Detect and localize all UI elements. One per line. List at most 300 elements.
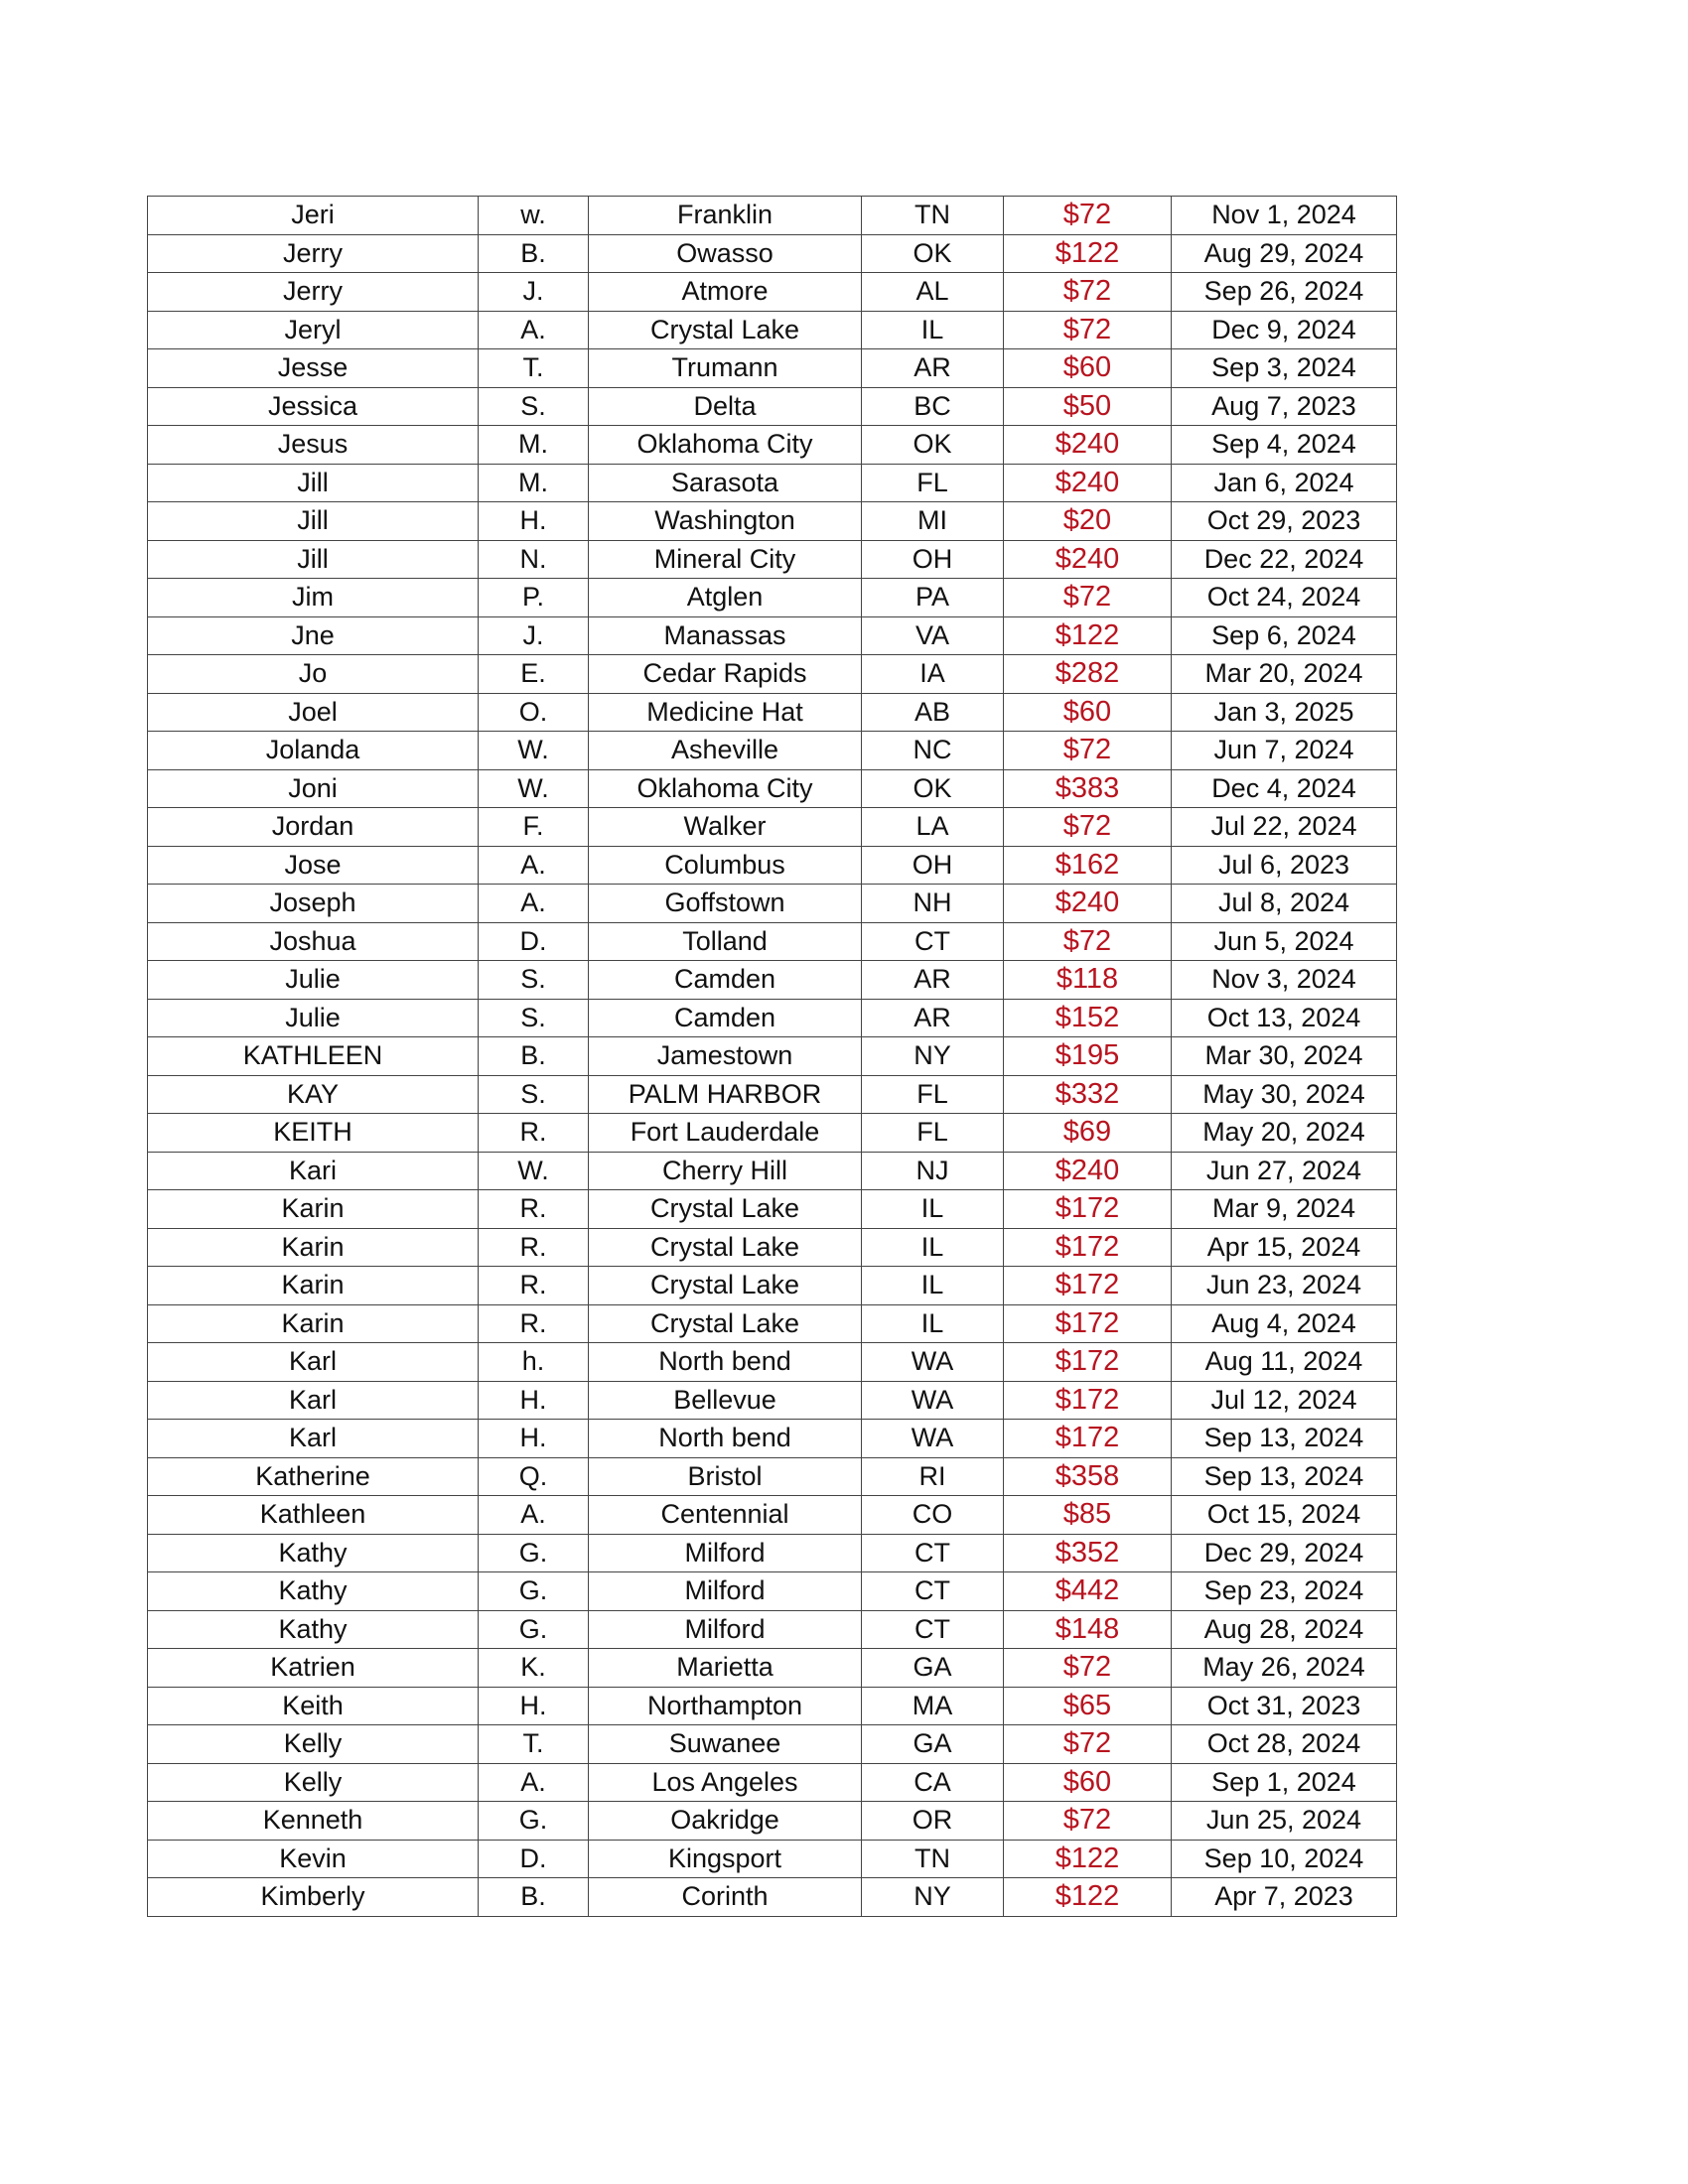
date-cell: Oct 31, 2023 xyxy=(1172,1687,1397,1725)
initial-cell: P. xyxy=(479,579,589,617)
table-row xyxy=(148,273,1397,312)
first-name-cell: Jo xyxy=(148,655,479,694)
amount-cell: $72 xyxy=(1004,273,1172,312)
date-cell: Jan 3, 2025 xyxy=(1172,693,1397,732)
city-cell: Franklin xyxy=(589,197,862,235)
date-cell: May 20, 2024 xyxy=(1172,1114,1397,1153)
date-cell: Sep 10, 2024 xyxy=(1172,1840,1397,1878)
first-name-cell: Jerry xyxy=(148,273,479,312)
date-cell: Jun 5, 2024 xyxy=(1172,922,1397,961)
date-cell: Mar 30, 2024 xyxy=(1172,1037,1397,1076)
table-row xyxy=(148,1687,1397,1725)
table-row xyxy=(148,655,1397,694)
amount-cell: $60 xyxy=(1004,693,1172,732)
first-name-cell: Jill xyxy=(148,464,479,502)
city-cell: Columbus xyxy=(589,846,862,885)
amount-cell: $195 xyxy=(1004,1037,1172,1076)
table-row xyxy=(148,616,1397,655)
amount-cell: $118 xyxy=(1004,961,1172,1000)
city-cell: Cherry Hill xyxy=(589,1152,862,1190)
state-cell: GA xyxy=(862,1725,1004,1764)
amount-cell: $172 xyxy=(1004,1304,1172,1343)
amount-cell: $20 xyxy=(1004,502,1172,541)
city-cell: Tolland xyxy=(589,922,862,961)
amount-cell: $122 xyxy=(1004,1878,1172,1917)
first-name-cell: Jessica xyxy=(148,387,479,426)
first-name-cell: Kenneth xyxy=(148,1802,479,1841)
first-name-cell: Jesus xyxy=(148,426,479,465)
state-cell: IA xyxy=(862,655,1004,694)
state-cell: CT xyxy=(862,1610,1004,1649)
amount-cell: $72 xyxy=(1004,1725,1172,1764)
city-cell: North bend xyxy=(589,1420,862,1458)
first-name-cell: KAY xyxy=(148,1075,479,1114)
state-cell: AR xyxy=(862,961,1004,1000)
initial-cell: J. xyxy=(479,273,589,312)
state-cell: WA xyxy=(862,1343,1004,1382)
first-name-cell: Julie xyxy=(148,961,479,1000)
city-cell: Oklahoma City xyxy=(589,769,862,808)
initial-cell: W. xyxy=(479,1152,589,1190)
initial-cell: D. xyxy=(479,1840,589,1878)
city-cell: Jamestown xyxy=(589,1037,862,1076)
table-row xyxy=(148,502,1397,541)
table-row xyxy=(148,234,1397,273)
date-cell: Oct 29, 2023 xyxy=(1172,502,1397,541)
first-name-cell: Joshua xyxy=(148,922,479,961)
initial-cell: A. xyxy=(479,846,589,885)
city-cell: Bellevue xyxy=(589,1381,862,1420)
city-cell: Crystal Lake xyxy=(589,311,862,349)
date-cell: Nov 3, 2024 xyxy=(1172,961,1397,1000)
table-row xyxy=(148,1572,1397,1611)
initial-cell: S. xyxy=(479,961,589,1000)
state-cell: NY xyxy=(862,1878,1004,1917)
first-name-cell: Jordan xyxy=(148,808,479,847)
date-cell: Mar 9, 2024 xyxy=(1172,1190,1397,1229)
initial-cell: N. xyxy=(479,540,589,579)
state-cell: OK xyxy=(862,769,1004,808)
table-row xyxy=(148,540,1397,579)
date-cell: Oct 28, 2024 xyxy=(1172,1725,1397,1764)
city-cell: Centennial xyxy=(589,1496,862,1535)
first-name-cell: Kelly xyxy=(148,1763,479,1802)
city-cell: Trumann xyxy=(589,349,862,388)
amount-cell: $72 xyxy=(1004,732,1172,770)
date-cell: Aug 7, 2023 xyxy=(1172,387,1397,426)
amount-cell: $162 xyxy=(1004,846,1172,885)
state-cell: OK xyxy=(862,234,1004,273)
initial-cell: J. xyxy=(479,616,589,655)
city-cell: Atglen xyxy=(589,579,862,617)
date-cell: Jun 25, 2024 xyxy=(1172,1802,1397,1841)
amount-cell: $172 xyxy=(1004,1343,1172,1382)
initial-cell: H. xyxy=(479,1420,589,1458)
date-cell: Jul 8, 2024 xyxy=(1172,885,1397,923)
table-row xyxy=(148,426,1397,465)
city-cell: Crystal Lake xyxy=(589,1304,862,1343)
amount-cell: $172 xyxy=(1004,1267,1172,1305)
first-name-cell: Joel xyxy=(148,693,479,732)
initial-cell: S. xyxy=(479,387,589,426)
amount-cell: $122 xyxy=(1004,616,1172,655)
date-cell: Oct 13, 2024 xyxy=(1172,999,1397,1037)
table-row xyxy=(148,999,1397,1037)
initial-cell: w. xyxy=(479,197,589,235)
first-name-cell: Kathy xyxy=(148,1534,479,1572)
table-row xyxy=(148,1037,1397,1076)
state-cell: AR xyxy=(862,999,1004,1037)
state-cell: WA xyxy=(862,1381,1004,1420)
table-row xyxy=(148,311,1397,349)
table-row xyxy=(148,846,1397,885)
city-cell: Corinth xyxy=(589,1878,862,1917)
date-cell: Aug 28, 2024 xyxy=(1172,1610,1397,1649)
initial-cell: R. xyxy=(479,1190,589,1229)
city-cell: Suwanee xyxy=(589,1725,862,1764)
state-cell: AR xyxy=(862,349,1004,388)
initial-cell: B. xyxy=(479,1878,589,1917)
date-cell: Dec 22, 2024 xyxy=(1172,540,1397,579)
date-cell: Jul 12, 2024 xyxy=(1172,1381,1397,1420)
amount-cell: $240 xyxy=(1004,540,1172,579)
table-row xyxy=(148,1075,1397,1114)
amount-cell: $352 xyxy=(1004,1534,1172,1572)
state-cell: MA xyxy=(862,1687,1004,1725)
records-table xyxy=(147,196,1397,1917)
date-cell: Oct 24, 2024 xyxy=(1172,579,1397,617)
city-cell: Asheville xyxy=(589,732,862,770)
state-cell: BC xyxy=(862,387,1004,426)
city-cell: Manassas xyxy=(589,616,862,655)
city-cell: Atmore xyxy=(589,273,862,312)
table-row xyxy=(148,732,1397,770)
city-cell: Bristol xyxy=(589,1457,862,1496)
state-cell: OK xyxy=(862,426,1004,465)
state-cell: CO xyxy=(862,1496,1004,1535)
city-cell: Medicine Hat xyxy=(589,693,862,732)
table-row xyxy=(148,1114,1397,1153)
date-cell: Aug 4, 2024 xyxy=(1172,1304,1397,1343)
initial-cell: O. xyxy=(479,693,589,732)
state-cell: CA xyxy=(862,1763,1004,1802)
initial-cell: B. xyxy=(479,234,589,273)
initial-cell: R. xyxy=(479,1114,589,1153)
date-cell: Jul 6, 2023 xyxy=(1172,846,1397,885)
state-cell: FL xyxy=(862,1075,1004,1114)
amount-cell: $172 xyxy=(1004,1420,1172,1458)
city-cell: Washington xyxy=(589,502,862,541)
amount-cell: $85 xyxy=(1004,1496,1172,1535)
date-cell: Aug 29, 2024 xyxy=(1172,234,1397,273)
state-cell: OH xyxy=(862,846,1004,885)
first-name-cell: Karl xyxy=(148,1343,479,1382)
city-cell: Mineral City xyxy=(589,540,862,579)
records-table-body xyxy=(148,197,1397,1917)
table-row xyxy=(148,961,1397,1000)
initial-cell: E. xyxy=(479,655,589,694)
state-cell: IL xyxy=(862,1304,1004,1343)
date-cell: May 30, 2024 xyxy=(1172,1075,1397,1114)
table-row xyxy=(148,1802,1397,1841)
city-cell: Milford xyxy=(589,1610,862,1649)
initial-cell: G. xyxy=(479,1610,589,1649)
date-cell: Sep 1, 2024 xyxy=(1172,1763,1397,1802)
state-cell: FL xyxy=(862,1114,1004,1153)
table-row xyxy=(148,1228,1397,1267)
amount-cell: $72 xyxy=(1004,808,1172,847)
amount-cell: $332 xyxy=(1004,1075,1172,1114)
city-cell: Goffstown xyxy=(589,885,862,923)
first-name-cell: Kathleen xyxy=(148,1496,479,1535)
amount-cell: $122 xyxy=(1004,1840,1172,1878)
table-row xyxy=(148,885,1397,923)
table-row xyxy=(148,1496,1397,1535)
first-name-cell: Kari xyxy=(148,1152,479,1190)
initial-cell: G. xyxy=(479,1534,589,1572)
date-cell: Jan 6, 2024 xyxy=(1172,464,1397,502)
date-cell: Dec 29, 2024 xyxy=(1172,1534,1397,1572)
initial-cell: W. xyxy=(479,732,589,770)
city-cell: Crystal Lake xyxy=(589,1190,862,1229)
first-name-cell: Jill xyxy=(148,540,479,579)
table-row xyxy=(148,922,1397,961)
first-name-cell: Jeri xyxy=(148,197,479,235)
first-name-cell: Karin xyxy=(148,1267,479,1305)
table-row xyxy=(148,1343,1397,1382)
initial-cell: K. xyxy=(479,1649,589,1688)
first-name-cell: Katherine xyxy=(148,1457,479,1496)
amount-cell: $60 xyxy=(1004,349,1172,388)
first-name-cell: Katrien xyxy=(148,1649,479,1688)
state-cell: IL xyxy=(862,1267,1004,1305)
state-cell: TN xyxy=(862,1840,1004,1878)
initial-cell: M. xyxy=(479,464,589,502)
city-cell: Owasso xyxy=(589,234,862,273)
amount-cell: $172 xyxy=(1004,1381,1172,1420)
amount-cell: $65 xyxy=(1004,1687,1172,1725)
initial-cell: A. xyxy=(479,1496,589,1535)
first-name-cell: Jeryl xyxy=(148,311,479,349)
amount-cell: $122 xyxy=(1004,234,1172,273)
initial-cell: A. xyxy=(479,1763,589,1802)
state-cell: NH xyxy=(862,885,1004,923)
table-row xyxy=(148,1190,1397,1229)
amount-cell: $60 xyxy=(1004,1763,1172,1802)
city-cell: Cedar Rapids xyxy=(589,655,862,694)
initial-cell: H. xyxy=(479,1381,589,1420)
amount-cell: $72 xyxy=(1004,922,1172,961)
state-cell: FL xyxy=(862,464,1004,502)
state-cell: LA xyxy=(862,808,1004,847)
initial-cell: T. xyxy=(479,1725,589,1764)
state-cell: IL xyxy=(862,1190,1004,1229)
date-cell: Jun 7, 2024 xyxy=(1172,732,1397,770)
initial-cell: W. xyxy=(479,769,589,808)
amount-cell: $282 xyxy=(1004,655,1172,694)
date-cell: Sep 23, 2024 xyxy=(1172,1572,1397,1611)
amount-cell: $442 xyxy=(1004,1572,1172,1611)
first-name-cell: Joni xyxy=(148,769,479,808)
first-name-cell: Karl xyxy=(148,1420,479,1458)
state-cell: WA xyxy=(862,1420,1004,1458)
amount-cell: $240 xyxy=(1004,426,1172,465)
first-name-cell: KATHLEEN xyxy=(148,1037,479,1076)
amount-cell: $358 xyxy=(1004,1457,1172,1496)
state-cell: NC xyxy=(862,732,1004,770)
table-row xyxy=(148,1610,1397,1649)
city-cell: Crystal Lake xyxy=(589,1267,862,1305)
date-cell: Jun 27, 2024 xyxy=(1172,1152,1397,1190)
date-cell: Apr 15, 2024 xyxy=(1172,1228,1397,1267)
first-name-cell: Jne xyxy=(148,616,479,655)
initial-cell: B. xyxy=(479,1037,589,1076)
date-cell: Dec 9, 2024 xyxy=(1172,311,1397,349)
table-row xyxy=(148,808,1397,847)
state-cell: VA xyxy=(862,616,1004,655)
amount-cell: $240 xyxy=(1004,464,1172,502)
table-row xyxy=(148,387,1397,426)
table-row xyxy=(148,1763,1397,1802)
table-row xyxy=(148,1381,1397,1420)
date-cell: Dec 4, 2024 xyxy=(1172,769,1397,808)
table-row xyxy=(148,349,1397,388)
first-name-cell: Kathy xyxy=(148,1610,479,1649)
date-cell: Nov 1, 2024 xyxy=(1172,197,1397,235)
date-cell: Jun 23, 2024 xyxy=(1172,1267,1397,1305)
table-row xyxy=(148,464,1397,502)
initial-cell: G. xyxy=(479,1572,589,1611)
first-name-cell: Jim xyxy=(148,579,479,617)
initial-cell: H. xyxy=(479,502,589,541)
state-cell: OH xyxy=(862,540,1004,579)
state-cell: NJ xyxy=(862,1152,1004,1190)
state-cell: CT xyxy=(862,1534,1004,1572)
table-row xyxy=(148,1840,1397,1878)
city-cell: Marietta xyxy=(589,1649,862,1688)
amount-cell: $172 xyxy=(1004,1228,1172,1267)
table-row xyxy=(148,1304,1397,1343)
city-cell: Fort Lauderdale xyxy=(589,1114,862,1153)
state-cell: RI xyxy=(862,1457,1004,1496)
city-cell: Kingsport xyxy=(589,1840,862,1878)
city-cell: Northampton xyxy=(589,1687,862,1725)
state-cell: AL xyxy=(862,273,1004,312)
date-cell: Aug 11, 2024 xyxy=(1172,1343,1397,1382)
table-row xyxy=(148,1152,1397,1190)
amount-cell: $72 xyxy=(1004,197,1172,235)
first-name-cell: Karl xyxy=(148,1381,479,1420)
first-name-cell: Jesse xyxy=(148,349,479,388)
city-cell: Oakridge xyxy=(589,1802,862,1841)
first-name-cell: Karin xyxy=(148,1228,479,1267)
table-row xyxy=(148,1725,1397,1764)
city-cell: Camden xyxy=(589,961,862,1000)
table-row xyxy=(148,1649,1397,1688)
amount-cell: $72 xyxy=(1004,579,1172,617)
amount-cell: $50 xyxy=(1004,387,1172,426)
date-cell: Sep 6, 2024 xyxy=(1172,616,1397,655)
city-cell: Milford xyxy=(589,1534,862,1572)
first-name-cell: Kathy xyxy=(148,1572,479,1611)
state-cell: PA xyxy=(862,579,1004,617)
state-cell: TN xyxy=(862,197,1004,235)
state-cell: IL xyxy=(862,1228,1004,1267)
city-cell: Camden xyxy=(589,999,862,1037)
initial-cell: R. xyxy=(479,1267,589,1305)
city-cell: Sarasota xyxy=(589,464,862,502)
amount-cell: $240 xyxy=(1004,885,1172,923)
table-row xyxy=(148,769,1397,808)
date-cell: May 26, 2024 xyxy=(1172,1649,1397,1688)
first-name-cell: Kimberly xyxy=(148,1878,479,1917)
city-cell: Delta xyxy=(589,387,862,426)
first-name-cell: KEITH xyxy=(148,1114,479,1153)
city-cell: North bend xyxy=(589,1343,862,1382)
table-row xyxy=(148,1457,1397,1496)
table-row xyxy=(148,579,1397,617)
city-cell: Crystal Lake xyxy=(589,1228,862,1267)
date-cell: Apr 7, 2023 xyxy=(1172,1878,1397,1917)
city-cell: Los Angeles xyxy=(589,1763,862,1802)
table-row xyxy=(148,1267,1397,1305)
first-name-cell: Jose xyxy=(148,846,479,885)
amount-cell: $72 xyxy=(1004,1802,1172,1841)
amount-cell: $69 xyxy=(1004,1114,1172,1153)
city-cell: Walker xyxy=(589,808,862,847)
state-cell: IL xyxy=(862,311,1004,349)
first-name-cell: Jill xyxy=(148,502,479,541)
state-cell: OR xyxy=(862,1802,1004,1841)
state-cell: NY xyxy=(862,1037,1004,1076)
initial-cell: G. xyxy=(479,1802,589,1841)
city-cell: Milford xyxy=(589,1572,862,1611)
amount-cell: $240 xyxy=(1004,1152,1172,1190)
first-name-cell: Joseph xyxy=(148,885,479,923)
amount-cell: $152 xyxy=(1004,999,1172,1037)
initial-cell: S. xyxy=(479,999,589,1037)
initial-cell: R. xyxy=(479,1304,589,1343)
state-cell: AB xyxy=(862,693,1004,732)
initial-cell: A. xyxy=(479,885,589,923)
initial-cell: F. xyxy=(479,808,589,847)
first-name-cell: Kevin xyxy=(148,1840,479,1878)
date-cell: Sep 13, 2024 xyxy=(1172,1420,1397,1458)
first-name-cell: Jolanda xyxy=(148,732,479,770)
table-row xyxy=(148,693,1397,732)
date-cell: Jul 22, 2024 xyxy=(1172,808,1397,847)
initial-cell: T. xyxy=(479,349,589,388)
state-cell: CT xyxy=(862,922,1004,961)
initial-cell: Q. xyxy=(479,1457,589,1496)
amount-cell: $172 xyxy=(1004,1190,1172,1229)
date-cell: Sep 4, 2024 xyxy=(1172,426,1397,465)
date-cell: Oct 15, 2024 xyxy=(1172,1496,1397,1535)
first-name-cell: Kelly xyxy=(148,1725,479,1764)
state-cell: CT xyxy=(862,1572,1004,1611)
first-name-cell: Julie xyxy=(148,999,479,1037)
amount-cell: $72 xyxy=(1004,1649,1172,1688)
date-cell: Mar 20, 2024 xyxy=(1172,655,1397,694)
date-cell: Sep 13, 2024 xyxy=(1172,1457,1397,1496)
initial-cell: S. xyxy=(479,1075,589,1114)
initial-cell: H. xyxy=(479,1687,589,1725)
table-row xyxy=(148,1878,1397,1917)
city-cell: Oklahoma City xyxy=(589,426,862,465)
initial-cell: M. xyxy=(479,426,589,465)
city-cell: PALM HARBOR xyxy=(589,1075,862,1114)
first-name-cell: Keith xyxy=(148,1687,479,1725)
